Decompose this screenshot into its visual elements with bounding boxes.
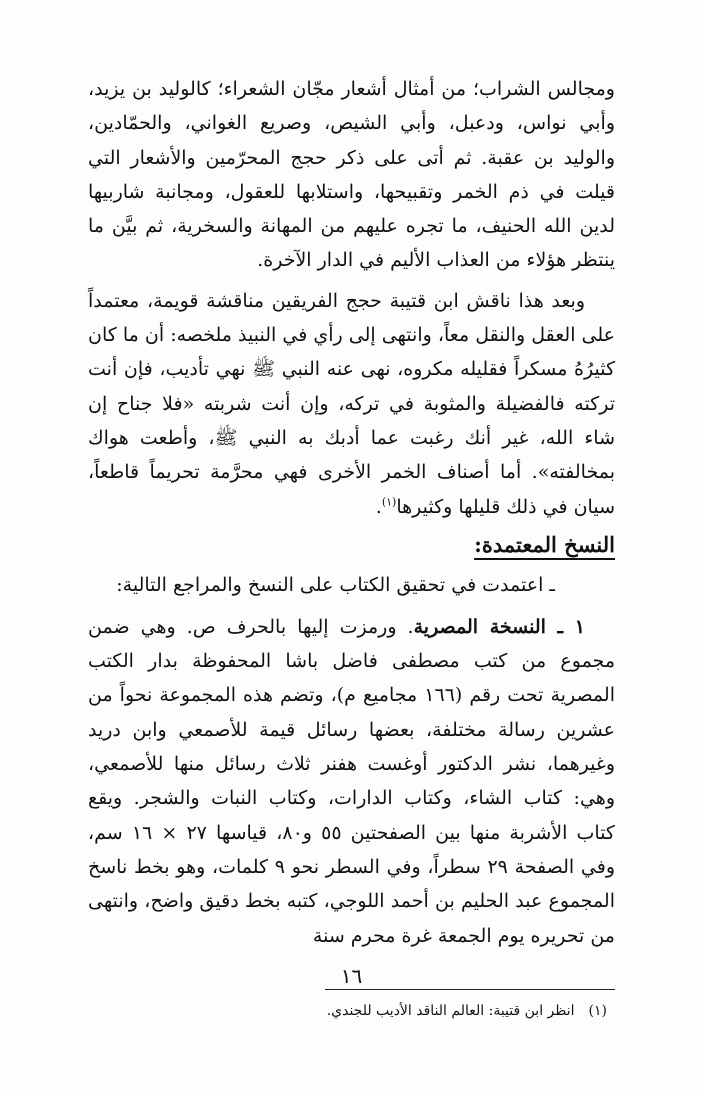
manuscript-item-1-text: . ورمزت إليها بالحرف ص. وهي ضمن مجموع من كتب مصطفى فاضل باشا المحفوظة بدار الكتب المصرية تحت رقم (١٦٦ مجاميع م)، وتضم هذه المجموعة نحواً من عشرين رسالة مختلفة، بعضها رسائل قيمة للأصمعي وابن دريد وغيرهما، نشر الدكتور أوغست هفنر ثلاث رسائل منها للأصمعي، وهي: كتاب الشاء، وكتاب الدارات، وكتاب النبات والشجر. ويقع كتاب الأشربة منها بين الصفحتين ٥٥ و٨٠، قياسها ٢٧ × ١٦ سم، وفي الصفحة ٢٩ سطراً، وفي السطر نحو ٩ كلمات، وهو بخط ناسخ المجموع عبد الحليم بن أحمد اللوجي، كتبه بخط دقيق واضح، وانتهى من تحريره يوم الجمعة غرة محرم سنة (88, 615, 615, 947)
manuscript-item-1 (88, 610, 615, 953)
paragraph-2-text: وبعد هذا ناقش ابن قتيبة حجج الفريقين مناقشة قويمة، معتمداً على العقل والنقل معاً، وانتهى إلى رأي في النبيذ ملخصه: أن ما كان كثيرُهُ مسكراً فقليله مكروه، نهى عنه النبي ﷺ نهي تأديب، فإن أنت تركته فالفضيلة والمثوبة في تركه، وإن أنت شربته «فلا جناح إن شاء الله، غير أنك رغبت عما أدبك به النبي ﷺ، وأطعت هواك بمخالفته». أما أصناف الخمر الأخرى فهي محرَّمة تحريماً قاطعاً، سيان في ذلك قليلها وكثيرها (88, 289, 615, 518)
footnote-text: انظر ابن قتيبة: العالم الناقد الأديب للجندي. (326, 1002, 575, 1019)
paragraph-2 (88, 284, 615, 524)
page-number: ١٦ (340, 964, 363, 988)
intro-line: ـ اعتمدت في تحقيق الكتاب على النسخ والمراجع التالية: (116, 573, 555, 596)
paragraph-1: ومجالس الشراب؛ من أمثال أشعار مجّان الشعراء؛ كالوليد بن يزيد، وأبي نواس، ودعبل، وأبي الشيص، وصريع الغواني، والحمّادين، والوليد بن عقبة. ثم أتى على ذكر حجج المحرّمين والأشعار التي قيلت في ذم الخمر وتقبيحها، واستلابها للعقول، ومجانبة شاربيها لدين الله الحنيف، ما تجره عليهم من المهانة والسخرية، ثم بيَّن ما ينتظر هؤلاء من العذاب الأليم في الدار الآخرة. (88, 78, 615, 272)
footnote-number: (١) (588, 1002, 607, 1019)
manuscript-item-1-title: ١ ـ النسخة المصرية (413, 615, 585, 638)
footnote-separator (325, 989, 615, 990)
section-heading: النسخ المعتمدة: (474, 531, 615, 557)
paragraph-2-end: . (375, 495, 382, 518)
footnote (88, 998, 615, 1024)
footnote-reference: (١) (381, 495, 397, 509)
